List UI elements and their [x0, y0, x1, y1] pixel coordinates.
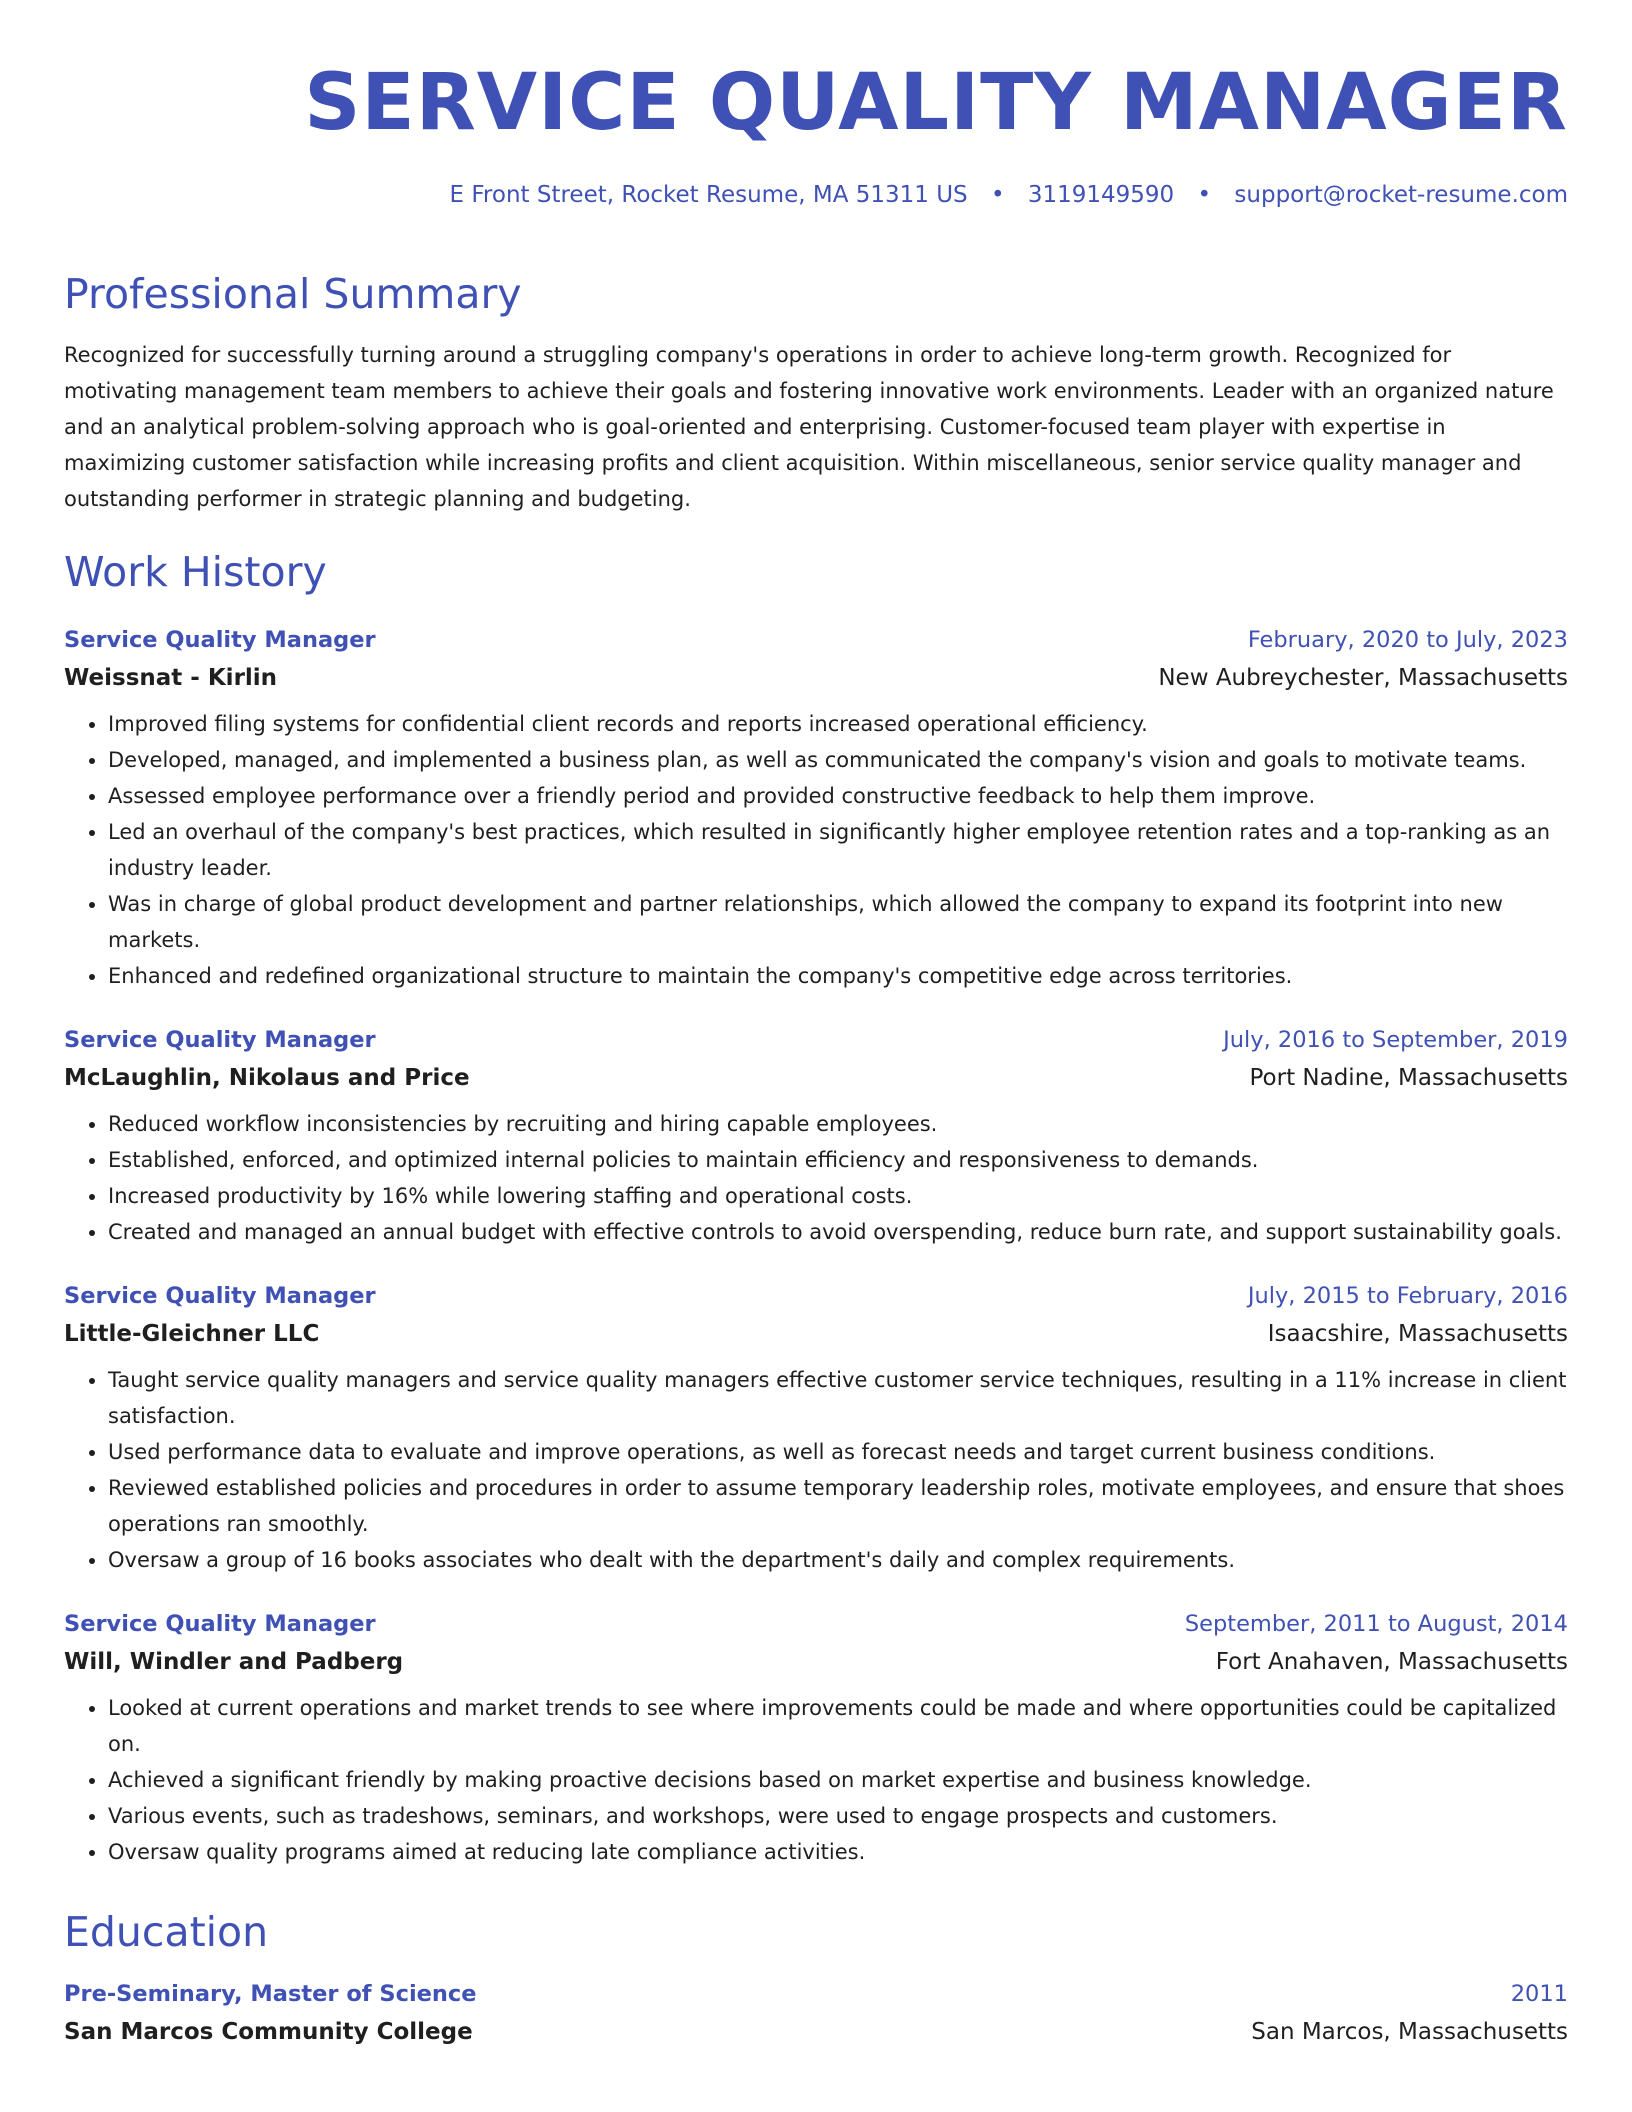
- job-location: New Aubreychester, Massachusetts: [1158, 665, 1568, 691]
- job-bullet: • Increased productivity by 16% while lowering staffing and operational costs.: [108, 1178, 1568, 1214]
- job-entry: [64, 622, 1568, 994]
- education-location: San Marcos, Massachusetts: [1251, 2019, 1568, 2045]
- job-bullet: • Created and managed an annual budget with effective controls to avoid overspending, reduce burn rate, and support sustainability goals.: [108, 1214, 1568, 1250]
- education-degree: Pre-Seminary, Master of Science: [64, 1981, 477, 2007]
- job-bullet: • Reduced workflow inconsistencies by recruiting and hiring capable employees.: [108, 1106, 1568, 1142]
- job-bullet: • Was in charge of global product development and partner relationships, which allowed the company to expand its footprint into new markets.: [108, 886, 1568, 958]
- job-company: Weissnat - Kirlin: [64, 665, 278, 691]
- section-title-education: Education: [64, 1908, 269, 1956]
- contact-email: support@rocket-resume.com: [1234, 182, 1568, 208]
- job-dates: July, 2015 to February, 2016: [1247, 1283, 1568, 1309]
- job-bullet: • Improved filing systems for confidential client records and reports increased operational efficiency.: [108, 706, 1568, 742]
- education-subheader: [64, 2012, 1568, 2052]
- job-bullet: • Various events, such as tradeshows, seminars, and workshops, were used to engage prospects and customers.: [108, 1798, 1568, 1834]
- candidate-title: SERVICE QUALITY MANAGER: [304, 58, 1568, 148]
- education-year: 2011: [1510, 1981, 1568, 2007]
- job-bullet: • Led an overhaul of the company's best practices, which resulted in significantly higher employee retention rates and a top-ranking as an industry leader.: [108, 814, 1568, 886]
- job-bullets: [64, 1106, 1568, 1250]
- job-bullet: • Developed, managed, and implemented a business plan, as well as communicated the company's vision and goals to motivate teams.: [108, 742, 1568, 778]
- job-header: [64, 1278, 1568, 1314]
- job-header: [64, 622, 1568, 658]
- education-school: San Marcos Community College: [64, 2019, 473, 2045]
- job-bullet: • Taught service quality managers and service quality managers effective customer service techniques, resulting in a 11% increase in client satisfaction.: [108, 1362, 1568, 1434]
- section-title-work-history: Work History: [64, 548, 327, 596]
- job-bullet: • Established, enforced, and optimized internal policies to maintain efficiency and responsiveness to demands.: [108, 1142, 1568, 1178]
- job-bullet: • Reviewed established policies and procedures in order to assume temporary leadership roles, motivate employees, and ensure that shoes operations ran smoothly.: [108, 1470, 1568, 1542]
- contact-line: [64, 178, 1568, 212]
- job-bullet: • Assessed employee performance over a friendly period and provided constructive feedback to help them improve.: [108, 778, 1568, 814]
- job-bullet: • Achieved a significant friendly by making proactive decisions based on market expertise and business knowledge.: [108, 1762, 1568, 1798]
- job-bullet: • Enhanced and redefined organizational structure to maintain the company's competitive edge across territories.: [108, 958, 1568, 994]
- job-subheader: [64, 1314, 1568, 1354]
- education-header: [64, 1976, 1568, 2012]
- job-title: Service Quality Manager: [64, 1283, 376, 1309]
- job-subheader: [64, 658, 1568, 698]
- job-bullet: • Used performance data to evaluate and improve operations, as well as forecast needs and target current business conditions.: [108, 1434, 1568, 1470]
- job-company: McLaughlin, Nikolaus and Price: [64, 1065, 470, 1091]
- job-subheader: [64, 1058, 1568, 1098]
- job-company: Will, Windler and Padberg: [64, 1649, 404, 1675]
- contact-phone: 3119149590: [1027, 182, 1175, 208]
- summary-text: Recognized for successfully turning around a struggling company's operations in order to achieve long-term growth. Recognized for motivating management team members to achieve their goals and fostering innovative work environments. Leader with an organized nature and an analytical problem-solving approach who is goal-oriented and enterprising. Customer-focused team player with expertise in maximizing customer satisfaction while increasing profits and client acquisition. Within miscellaneous, senior service quality manager and outstanding performer in strategic planning and budgeting.: [64, 343, 1554, 511]
- section-title-summary: Professional Summary: [64, 270, 522, 318]
- job-title: Service Quality Manager: [64, 627, 376, 653]
- job-dates: February, 2020 to July, 2023: [1247, 627, 1568, 653]
- job-bullet: • Looked at current operations and market trends to see where improvements could be made and where opportunities could be capitalized on.: [108, 1690, 1568, 1762]
- job-location: Fort Anahaven, Massachusetts: [1215, 1649, 1568, 1675]
- job-subheader: [64, 1642, 1568, 1682]
- contact-address: E Front Street, Rocket Resume, MA 51311 US: [449, 182, 968, 208]
- education-entry: [64, 1976, 1568, 2052]
- job-bullet: • Oversaw quality programs aimed at reducing late compliance activities.: [108, 1834, 1568, 1870]
- job-entry: [64, 1278, 1568, 1578]
- job-bullets: [64, 1362, 1568, 1578]
- job-title: Service Quality Manager: [64, 1611, 376, 1637]
- job-bullets: [64, 706, 1568, 994]
- job-company: Little-Gleichner LLC: [64, 1321, 320, 1347]
- job-dates: September, 2011 to August, 2014: [1184, 1611, 1568, 1637]
- contact-separator: •: [990, 182, 1005, 208]
- job-bullet: • Oversaw a group of 16 books associates who dealt with the department's daily and complex requirements.: [108, 1542, 1568, 1578]
- job-location: Port Nadine, Massachusetts: [1249, 1065, 1568, 1091]
- job-title: Service Quality Manager: [64, 1027, 376, 1053]
- job-location: Isaacshire, Massachusetts: [1267, 1321, 1568, 1347]
- job-bullets: [64, 1690, 1568, 1870]
- job-header: [64, 1022, 1568, 1058]
- job-entry: [64, 1606, 1568, 1870]
- contact-separator: •: [1197, 182, 1212, 208]
- job-entry: [64, 1022, 1568, 1250]
- job-header: [64, 1606, 1568, 1642]
- job-dates: July, 2016 to September, 2019: [1223, 1027, 1568, 1053]
